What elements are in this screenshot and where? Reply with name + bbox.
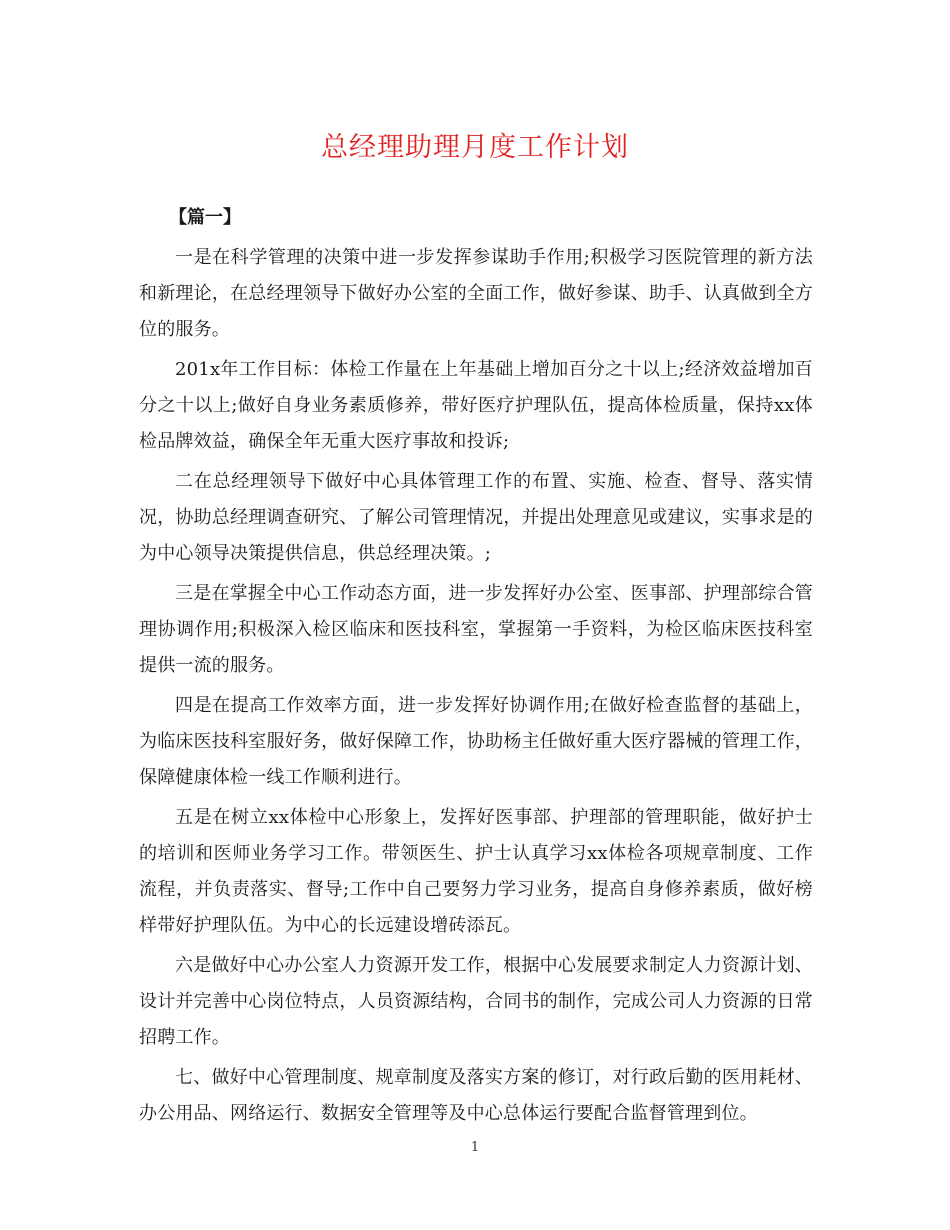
document-body	[139, 200, 813, 1136]
section-label: 【篇一】	[169, 207, 241, 228]
paragraph-2: 201x年工作目标：体检工作量在上年基础上增加百分之十以上;经济效益增加百分之十以上;做好自身业务素质修养，带好医疗护理队伍，提高体检质量，保持xx体检品牌效益，确保全年无重大医疗事故和投诉;	[139, 359, 813, 452]
paragraph-7: 六是做好中心办公室人力资源开发工作，根据中心发展要求制定人力资源计划、设计并完善中心岗位特点，人员资源结构，合同书的制作，完成公司人力资源的日常招聘工作。	[139, 955, 813, 1048]
paragraph-8: 七、做好中心管理制度、规章制度及落实方案的修订，对行政后勤的医用耗材、办公用品、网络运行、数据安全管理等及中心总体运行要配合监督管理到位。	[139, 1067, 813, 1124]
paragraph-6: 五是在树立xx体检中心形象上，发挥好医事部、护理部的管理职能，做好护士的培训和医师业务学习工作。带领医生、护士认真学习xx体检各项规章制度、工作流程，并负责落实、督导;工作中自己要努力学习业务，提高自身修养素质，做好榜样带好护理队伍。为中心的长远建设增砖添瓦。	[139, 807, 813, 936]
paragraph-4: 三是在掌握全中心工作动态方面，进一步发挥好办公室、医事部、护理部综合管理协调作用;积极深入检区临床和医技科室，掌握第一手资料，为检区临床医技科室提供一流的服务。	[139, 583, 813, 676]
paragraph-3: 二在总经理领导下做好中心具体管理工作的布置、实施、检查、督导、落实情况，协助总经理调查研究、了解公司管理情况，并提出处理意见或建议，实事求是的为中心领导决策提供信息，供总经理决策。;	[139, 471, 813, 564]
document-title: 总经理助理月度工作计划	[321, 132, 629, 163]
paragraph-5: 四是在提高工作效率方面，进一步发挥好协调作用;在做好检查监督的基础上，为临床医技科室服好务，做好保障工作，协助杨主任做好重大医疗器械的管理工作，保障健康体检一线工作顺利进行。	[139, 695, 813, 788]
page-number: 1	[470, 1140, 480, 1155]
paragraph-1: 一是在科学管理的决策中进一步发挥参谋助手作用;积极学习医院管理的新方法和新理论，在总经理领导下做好办公室的全面工作，做好参谋、助手、认真做到全方位的服务。	[139, 247, 813, 340]
